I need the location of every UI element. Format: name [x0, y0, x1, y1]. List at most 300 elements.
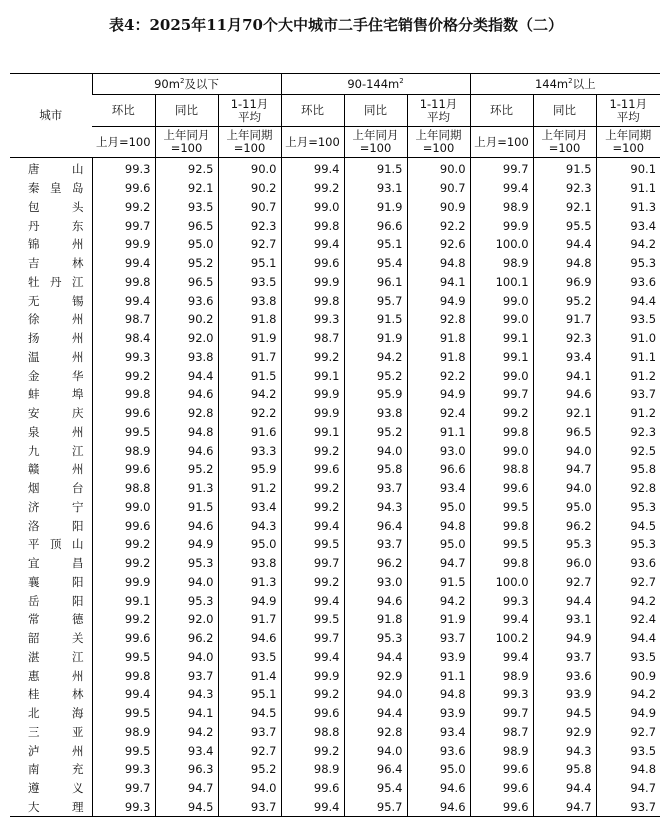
- index-value: 98.9: [470, 741, 533, 760]
- index-value: 94.6: [155, 441, 218, 460]
- index-value: 93.1: [533, 610, 596, 629]
- index-value: 90.7: [218, 198, 281, 217]
- index-value: 94.0: [344, 741, 407, 760]
- index-value: 92.6: [407, 235, 470, 254]
- index-value: 93.6: [155, 291, 218, 310]
- index-value: 94.1: [533, 366, 596, 385]
- index-value: 99.1: [470, 329, 533, 348]
- index-value: 99.8: [92, 666, 155, 685]
- index-value: 91.3: [155, 479, 218, 498]
- index-value: 96.0: [533, 554, 596, 573]
- table-row: [10, 460, 660, 479]
- index-value: 99.6: [281, 779, 344, 798]
- index-value: 94.1: [155, 704, 218, 723]
- index-value: 98.9: [281, 760, 344, 779]
- index-value: 94.8: [407, 254, 470, 273]
- index-value: 99.8: [281, 291, 344, 310]
- index-value: 95.0: [407, 760, 470, 779]
- index-value: 99.2: [281, 685, 344, 704]
- index-value: 94.5: [533, 704, 596, 723]
- index-value: 99.3: [470, 591, 533, 610]
- index-value: 94.5: [218, 704, 281, 723]
- index-value: 92.5: [596, 441, 660, 460]
- index-value: 91.1: [596, 179, 660, 198]
- index-value: 99.8: [281, 216, 344, 235]
- index-value: 92.3: [533, 329, 596, 348]
- index-value: 90.0: [407, 158, 470, 179]
- index-value: 94.9: [596, 704, 660, 723]
- metric-header: 同比: [533, 95, 596, 127]
- metric-header: 环比: [281, 95, 344, 127]
- index-value: 91.5: [344, 158, 407, 179]
- index-value: 99.4: [281, 158, 344, 179]
- index-value: 91.8: [407, 329, 470, 348]
- index-value: 91.7: [218, 610, 281, 629]
- city-name: 牡丹江: [28, 274, 84, 289]
- index-value: 95.2: [155, 460, 218, 479]
- index-value: 98.9: [470, 666, 533, 685]
- city-name: 大理: [28, 799, 84, 814]
- index-value: 94.8: [407, 516, 470, 535]
- index-value: 92.3: [218, 216, 281, 235]
- index-value: 99.4: [92, 291, 155, 310]
- index-value: 95.8: [344, 460, 407, 479]
- table-row: [10, 516, 660, 535]
- index-value: 94.4: [344, 704, 407, 723]
- index-value: 99.2: [281, 498, 344, 517]
- index-value: 99.8: [470, 423, 533, 442]
- index-value: 91.5: [344, 310, 407, 329]
- city-name: 岳阳: [28, 593, 84, 608]
- index-value: 93.6: [596, 554, 660, 573]
- area-group-header: $90m^2$及以下: [92, 74, 281, 95]
- index-value: 91.1: [596, 348, 660, 367]
- index-value: 99.2: [470, 404, 533, 423]
- index-value: 92.2: [407, 366, 470, 385]
- index-value: 95.8: [596, 460, 660, 479]
- table-row: [10, 498, 660, 517]
- index-value: 95.8: [533, 760, 596, 779]
- index-value: 98.9: [92, 723, 155, 742]
- city-name: 宜昌: [28, 556, 84, 571]
- index-value: 98.8: [281, 723, 344, 742]
- index-value: 91.2: [596, 404, 660, 423]
- index-value: 94.6: [533, 385, 596, 404]
- index-value: 91.5: [407, 573, 470, 592]
- table-row: [10, 591, 660, 610]
- index-value: 99.6: [92, 179, 155, 198]
- index-value: 94.5: [596, 516, 660, 535]
- index-value: 93.7: [218, 723, 281, 742]
- index-value: 91.9: [344, 198, 407, 217]
- base-period-header: 上年同月 =100: [155, 127, 218, 158]
- index-value: 94.8: [533, 254, 596, 273]
- index-value: 96.6: [344, 216, 407, 235]
- metric-header: 环比: [470, 95, 533, 127]
- index-value: 94.9: [533, 629, 596, 648]
- index-value: 92.7: [596, 723, 660, 742]
- index-value: 91.8: [344, 610, 407, 629]
- city-name: 蚌埠: [28, 387, 84, 402]
- index-value: 94.6: [344, 591, 407, 610]
- city-name: 包头: [28, 199, 84, 214]
- index-value: 99.6: [470, 798, 533, 817]
- index-value: 95.9: [218, 460, 281, 479]
- index-value: 93.7: [596, 798, 660, 817]
- base-period-header: 上月=100: [281, 127, 344, 158]
- index-value: 99.0: [470, 366, 533, 385]
- city-name: 吉林: [28, 256, 84, 271]
- index-value: 94.9: [407, 291, 470, 310]
- base-period-header: 上年同期 =100: [218, 127, 281, 158]
- index-value: 95.1: [344, 235, 407, 254]
- index-value: 94.0: [344, 441, 407, 460]
- index-value: 99.3: [470, 685, 533, 704]
- city-name: 唐山: [28, 162, 84, 177]
- index-value: 91.5: [155, 498, 218, 517]
- index-value: 91.8: [407, 348, 470, 367]
- index-value: 95.5: [533, 216, 596, 235]
- base-period-header: 上年同期 =100: [407, 127, 470, 158]
- index-value: 90.0: [218, 158, 281, 179]
- index-value: 99.2: [92, 554, 155, 573]
- index-value: 94.1: [407, 273, 470, 292]
- table-row: [10, 685, 660, 704]
- city-name: 徐州: [28, 312, 84, 327]
- table-row: [10, 273, 660, 292]
- index-value: 95.1: [218, 254, 281, 273]
- index-value: 99.2: [281, 573, 344, 592]
- index-value: 99.6: [92, 516, 155, 535]
- index-value: 95.0: [407, 535, 470, 554]
- index-value: 99.4: [92, 685, 155, 704]
- city-name: 泸州: [28, 743, 84, 758]
- index-value: 94.8: [155, 423, 218, 442]
- table-header: [10, 74, 660, 158]
- index-value: 94.4: [533, 779, 596, 798]
- table-title: 表4：2025年11月70个大中城市二手住宅销售价格分类指数（二）: [109, 16, 563, 34]
- index-value: 94.6: [407, 779, 470, 798]
- city-name: 韶关: [28, 631, 84, 646]
- index-value: 99.1: [281, 366, 344, 385]
- index-value: 96.1: [344, 273, 407, 292]
- table-body: [10, 158, 660, 817]
- index-value: 96.6: [407, 460, 470, 479]
- index-value: 96.4: [344, 516, 407, 535]
- index-value: 94.4: [533, 591, 596, 610]
- index-value: 93.7: [407, 629, 470, 648]
- index-value: 99.6: [470, 779, 533, 798]
- index-value: 99.2: [92, 366, 155, 385]
- index-value: 92.9: [533, 723, 596, 742]
- metric-header: 1-11月 平均: [407, 95, 470, 127]
- index-value: 91.7: [218, 348, 281, 367]
- index-value: 90.2: [218, 179, 281, 198]
- index-value: 94.8: [407, 685, 470, 704]
- city-name: 扬州: [28, 331, 84, 346]
- table-row: [10, 554, 660, 573]
- table-row: [10, 198, 660, 217]
- index-value: 98.9: [470, 254, 533, 273]
- index-value: 93.0: [407, 441, 470, 460]
- index-value: 94.7: [407, 554, 470, 573]
- index-value: 100.0: [470, 573, 533, 592]
- index-value: 93.8: [344, 404, 407, 423]
- city-name: 平顶山: [28, 537, 84, 552]
- index-value: 99.6: [92, 404, 155, 423]
- index-value: 94.2: [218, 385, 281, 404]
- index-value: 93.4: [596, 216, 660, 235]
- index-value: 99.2: [92, 610, 155, 629]
- index-value: 92.0: [155, 329, 218, 348]
- index-value: 95.3: [533, 535, 596, 554]
- index-value: 99.2: [281, 479, 344, 498]
- price-index-table: [10, 73, 660, 817]
- index-value: 92.7: [533, 573, 596, 592]
- index-value: 91.4: [218, 666, 281, 685]
- index-value: 92.7: [218, 235, 281, 254]
- index-value: 94.3: [155, 685, 218, 704]
- index-value: 99.5: [470, 535, 533, 554]
- index-value: 92.0: [155, 610, 218, 629]
- index-value: 99.7: [92, 216, 155, 235]
- index-value: 99.3: [281, 310, 344, 329]
- base-period-header: 上月=100: [470, 127, 533, 158]
- index-value: 95.4: [344, 779, 407, 798]
- index-value: 91.5: [218, 366, 281, 385]
- city-name: 南充: [28, 762, 84, 777]
- index-value: 98.7: [281, 329, 344, 348]
- index-value: 93.7: [596, 385, 660, 404]
- index-value: 99.5: [92, 423, 155, 442]
- index-value: 91.6: [218, 423, 281, 442]
- index-value: 100.1: [470, 273, 533, 292]
- index-value: 98.9: [92, 441, 155, 460]
- city-name: 金华: [28, 368, 84, 383]
- index-value: 90.9: [407, 198, 470, 217]
- table-row: [10, 235, 660, 254]
- base-period-header: 上年同期 =100: [596, 127, 660, 158]
- index-value: 96.2: [344, 554, 407, 573]
- index-value: 95.3: [344, 629, 407, 648]
- index-value: 94.9: [407, 385, 470, 404]
- index-value: 94.7: [155, 779, 218, 798]
- index-value: 93.4: [155, 741, 218, 760]
- index-value: 99.9: [92, 573, 155, 592]
- index-value: 91.5: [533, 158, 596, 179]
- index-value: 93.8: [218, 291, 281, 310]
- table-row: [10, 629, 660, 648]
- index-value: 94.5: [155, 798, 218, 817]
- index-value: 93.9: [533, 685, 596, 704]
- city-name: 湛江: [28, 649, 84, 664]
- index-value: 99.0: [470, 291, 533, 310]
- table-row: [10, 310, 660, 329]
- city-name: 遵义: [28, 781, 84, 796]
- index-value: 99.4: [92, 254, 155, 273]
- index-value: 99.5: [470, 498, 533, 517]
- index-value: 94.4: [596, 291, 660, 310]
- index-value: 91.9: [344, 329, 407, 348]
- index-value: 94.0: [218, 779, 281, 798]
- index-value: 94.4: [596, 629, 660, 648]
- index-value: 93.0: [344, 573, 407, 592]
- index-value: 92.3: [596, 423, 660, 442]
- index-value: 99.0: [470, 441, 533, 460]
- index-value: 91.0: [596, 329, 660, 348]
- index-value: 93.9: [407, 704, 470, 723]
- table-row: [10, 479, 660, 498]
- index-value: 99.5: [92, 741, 155, 760]
- index-value: 92.2: [218, 404, 281, 423]
- index-value: 92.8: [407, 310, 470, 329]
- index-value: 99.2: [281, 179, 344, 198]
- index-value: 95.9: [344, 385, 407, 404]
- index-value: 99.7: [281, 629, 344, 648]
- index-value: 99.3: [92, 348, 155, 367]
- table-row: [10, 348, 660, 367]
- table-row: [10, 741, 660, 760]
- index-value: 94.4: [155, 366, 218, 385]
- index-value: 92.4: [596, 610, 660, 629]
- index-value: 99.8: [92, 385, 155, 404]
- city-name: 丹东: [28, 218, 84, 233]
- index-value: 91.7: [533, 310, 596, 329]
- metric-header: 1-11月 平均: [596, 95, 660, 127]
- table-row: [10, 798, 660, 817]
- index-value: 94.6: [218, 629, 281, 648]
- city-name: 无锡: [28, 293, 84, 308]
- index-value: 95.0: [155, 235, 218, 254]
- index-value: 95.7: [344, 291, 407, 310]
- metric-header: 同比: [344, 95, 407, 127]
- index-value: 98.7: [92, 310, 155, 329]
- table-row: [10, 329, 660, 348]
- metric-header: 1-11月 平均: [218, 95, 281, 127]
- base-period-header: 上月=100: [92, 127, 155, 158]
- index-value: 94.3: [218, 516, 281, 535]
- index-value: 90.9: [596, 666, 660, 685]
- city-name: 济宁: [28, 499, 84, 514]
- index-value: 99.8: [470, 516, 533, 535]
- index-value: 94.3: [344, 498, 407, 517]
- index-value: 94.2: [407, 591, 470, 610]
- index-value: 93.3: [218, 441, 281, 460]
- metric-header: 同比: [155, 95, 218, 127]
- index-value: 95.2: [344, 423, 407, 442]
- index-value: 91.2: [218, 479, 281, 498]
- index-value: 93.6: [533, 666, 596, 685]
- index-value: 95.2: [155, 254, 218, 273]
- index-value: 94.4: [533, 235, 596, 254]
- index-value: 95.2: [533, 291, 596, 310]
- index-value: 95.2: [344, 366, 407, 385]
- table-row: [10, 666, 660, 685]
- base-period-header: 上年同月 =100: [533, 127, 596, 158]
- index-value: 99.3: [92, 798, 155, 817]
- table-row: [10, 648, 660, 667]
- metric-header: 环比: [92, 95, 155, 127]
- table-row: [10, 423, 660, 442]
- index-value: 99.1: [281, 423, 344, 442]
- index-value: 94.7: [533, 798, 596, 817]
- index-value: 94.9: [155, 535, 218, 554]
- index-value: 96.2: [155, 629, 218, 648]
- city-name: 洛阳: [28, 518, 84, 533]
- index-value: 93.5: [596, 741, 660, 760]
- index-value: 94.0: [533, 479, 596, 498]
- index-value: 99.6: [281, 460, 344, 479]
- city-name: 三亚: [28, 724, 84, 739]
- index-value: 99.6: [281, 254, 344, 273]
- index-value: 99.9: [470, 216, 533, 235]
- index-value: 95.3: [596, 498, 660, 517]
- index-value: 91.9: [407, 610, 470, 629]
- index-value: 94.6: [407, 798, 470, 817]
- city-name: 赣州: [28, 462, 84, 477]
- city-name: 锦州: [28, 237, 84, 252]
- city-name: 秦皇岛: [28, 181, 84, 196]
- index-value: 95.4: [344, 254, 407, 273]
- index-value: 92.5: [155, 158, 218, 179]
- index-value: 92.1: [533, 404, 596, 423]
- table-row: [10, 760, 660, 779]
- index-value: 99.8: [92, 273, 155, 292]
- index-value: 99.7: [281, 554, 344, 573]
- city-name: 襄阳: [28, 574, 84, 589]
- index-value: 99.7: [92, 779, 155, 798]
- index-value: 92.1: [533, 198, 596, 217]
- index-value: 95.3: [596, 535, 660, 554]
- index-value: 96.3: [155, 760, 218, 779]
- index-value: 99.4: [281, 516, 344, 535]
- index-value: 94.4: [344, 648, 407, 667]
- index-value: 93.4: [407, 723, 470, 742]
- city-name: 北海: [28, 706, 84, 721]
- index-value: 94.7: [596, 779, 660, 798]
- index-value: 99.7: [470, 158, 533, 179]
- index-value: 99.5: [92, 648, 155, 667]
- table-row: [10, 385, 660, 404]
- index-value: 99.4: [281, 591, 344, 610]
- index-value: 94.6: [155, 516, 218, 535]
- index-value: 92.4: [407, 404, 470, 423]
- index-value: 99.5: [281, 535, 344, 554]
- index-value: 94.0: [155, 573, 218, 592]
- index-value: 99.8: [470, 554, 533, 573]
- index-value: 99.2: [92, 535, 155, 554]
- index-value: 99.4: [470, 610, 533, 629]
- index-value: 99.2: [281, 741, 344, 760]
- index-value: 92.8: [344, 723, 407, 742]
- city-name: 桂林: [28, 687, 84, 702]
- index-value: 99.2: [92, 198, 155, 217]
- index-value: 96.5: [155, 216, 218, 235]
- table-row: [10, 573, 660, 592]
- index-value: 99.1: [470, 348, 533, 367]
- index-value: 99.2: [281, 348, 344, 367]
- index-value: 93.4: [533, 348, 596, 367]
- table-row: [10, 179, 660, 198]
- index-value: 99.0: [92, 498, 155, 517]
- index-value: 90.7: [407, 179, 470, 198]
- index-value: 94.3: [533, 741, 596, 760]
- city-column-header: 城市: [10, 74, 92, 158]
- index-value: 100.2: [470, 629, 533, 648]
- index-value: 99.9: [281, 273, 344, 292]
- index-value: 93.5: [155, 198, 218, 217]
- index-value: 91.9: [218, 329, 281, 348]
